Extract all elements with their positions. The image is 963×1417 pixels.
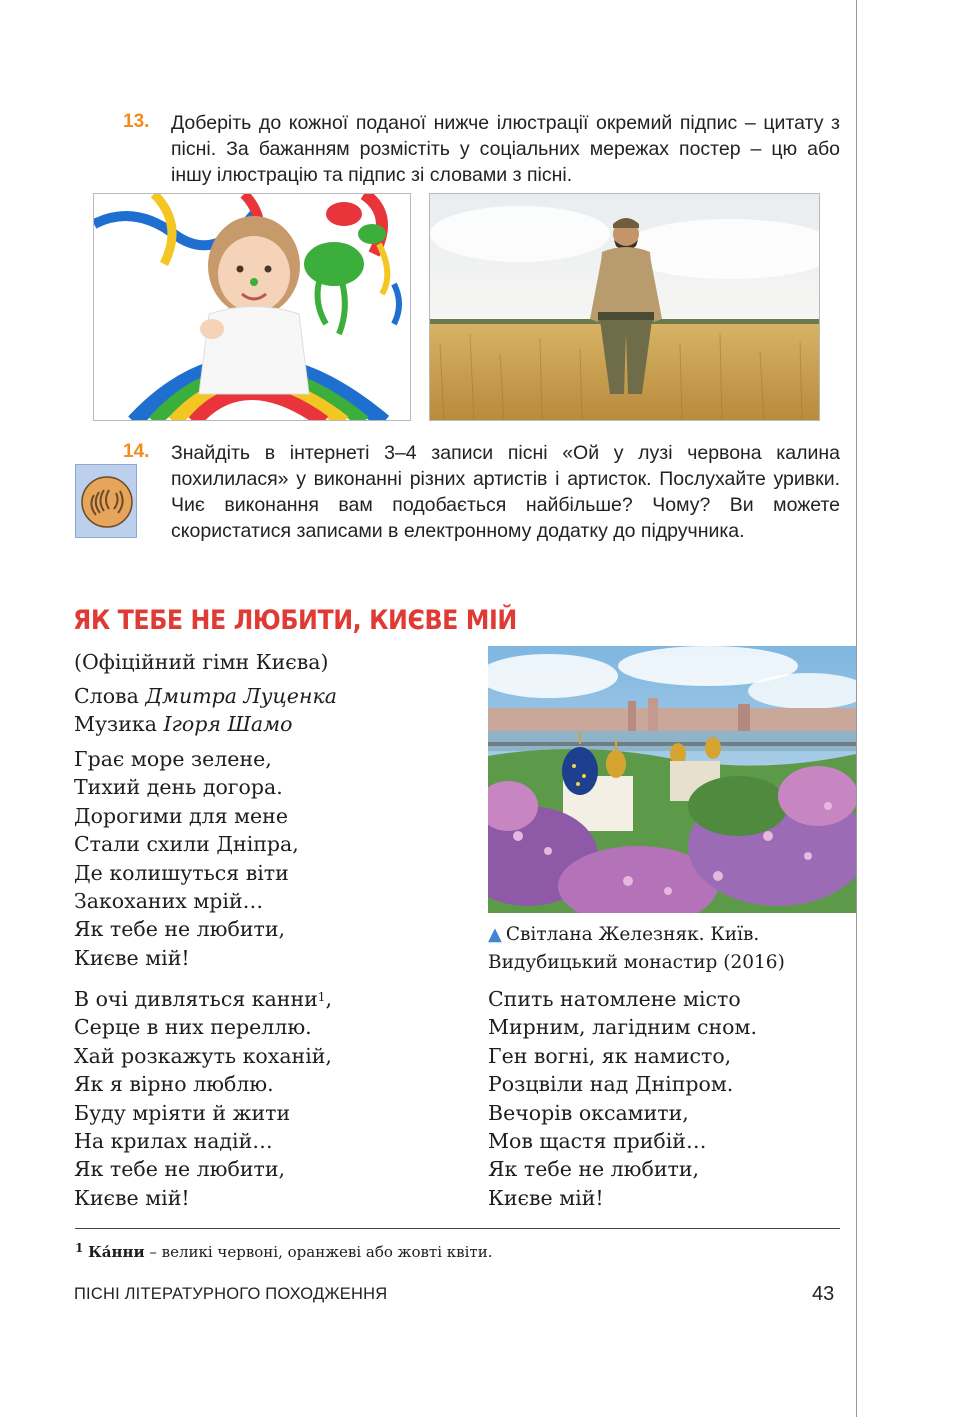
verse-line: Як тебе не любити, bbox=[488, 1157, 700, 1182]
verse-line: Грає море зелене, bbox=[74, 747, 272, 771]
child-painting-illustration bbox=[94, 194, 411, 421]
stanza-1 bbox=[74, 745, 299, 972]
task-13 bbox=[171, 110, 840, 188]
song-title: ЯК ТЕБЕ НЕ ЛЮБИТИ, КИЄВЕ МІЙ bbox=[73, 605, 517, 636]
verse-line: Дорогими для мене bbox=[74, 803, 288, 828]
verse-line: Як тебе не любити, bbox=[74, 1157, 286, 1182]
verse-line: Мов щастя прибій… bbox=[488, 1129, 707, 1154]
footnote bbox=[75, 1243, 492, 1261]
verse-line: Києве мій! bbox=[74, 1185, 190, 1210]
verse-line: На крилах надій… bbox=[74, 1129, 273, 1154]
verse-line: Києве мій! bbox=[74, 945, 190, 970]
caption-line-1 bbox=[488, 921, 785, 949]
verse-line: Спить натомлене місто bbox=[488, 987, 741, 1011]
verse-line: Мирним, лагідним сном. bbox=[488, 1015, 757, 1040]
task-13-text: Доберіть до кожної поданої нижче ілюстрації окремий підпис – цитату з пісні. За бажанням розмістіть у соціальних мережах постер – цю або іншу ілюстрацію та підпис зі словами з пісні. bbox=[171, 112, 840, 186]
verse-line: Тихий день догора. bbox=[74, 775, 283, 800]
verse-line: Вечорів оксамити, bbox=[488, 1100, 689, 1125]
verse-line: Серце в них переллю. bbox=[74, 1015, 312, 1040]
caption-text-1: Світлана Железняк. Київ. bbox=[505, 924, 760, 945]
child-painting-photo bbox=[93, 193, 411, 421]
footnote-term: Ка́нни bbox=[88, 1243, 145, 1261]
page-edge-rule bbox=[856, 0, 857, 1417]
verse-line: Хай розкажуть коханій, bbox=[74, 1043, 332, 1068]
verse-line: Ген вогні, як намисто, bbox=[488, 1043, 732, 1068]
verse-line: Де колишуться віти bbox=[74, 860, 289, 885]
soldier-wheat-field-photo bbox=[429, 193, 820, 421]
music-label: Музика bbox=[74, 712, 164, 737]
song-credits bbox=[74, 682, 337, 739]
painting-illustration bbox=[488, 646, 856, 913]
verse-line: Стали схили Дніпра, bbox=[74, 832, 299, 857]
stanza-3 bbox=[488, 985, 757, 1212]
task-14 bbox=[171, 440, 840, 544]
kyiv-monastery-painting bbox=[488, 646, 856, 913]
footnote-number: 1 bbox=[75, 1241, 84, 1255]
painting-caption bbox=[488, 921, 785, 977]
verse-line: Розцвіли над Дніпром. bbox=[488, 1072, 734, 1097]
disc-icon bbox=[75, 464, 137, 538]
disc-icon-graphic bbox=[76, 465, 138, 539]
verse-line: Закоханих мрій… bbox=[74, 889, 264, 914]
footnote-divider bbox=[75, 1228, 840, 1229]
verse-line: В очі дивляться канни bbox=[74, 987, 318, 1011]
stanza-2 bbox=[74, 985, 332, 1212]
page-number: 43 bbox=[812, 1283, 835, 1305]
music-author: Ігоря Шамо bbox=[163, 712, 293, 737]
task-13-number: 13. bbox=[123, 111, 150, 132]
verse-line: Як тебе не любити, bbox=[74, 917, 286, 942]
verse-line-with-footnote: В очі дивляться канни$^1$, bbox=[74, 987, 332, 1011]
caption-line-2: Видубицький монастир (2016) bbox=[488, 952, 785, 973]
verse-line: Як я вірно люблю. bbox=[74, 1072, 274, 1097]
words-author: Дмитра Луценка bbox=[145, 684, 337, 708]
music-credit bbox=[74, 710, 337, 738]
triangle-marker-icon: ▲ bbox=[488, 924, 502, 945]
verse-line: Буду мріяти й жити bbox=[74, 1100, 291, 1125]
verse-line: Києве мій! bbox=[488, 1185, 604, 1210]
words-credit bbox=[74, 682, 337, 710]
task-14-text: Знайдіть в інтернеті 3–4 записи пісні «Ой у лузі червона калина похилилася» у виконанні різних артистів і артисток. Послухайте уривки. Чиє виконання вам подобається найбільше? Чому? Ви можете скористатися записами в електронному додатку до підручника. bbox=[171, 442, 840, 542]
footnote-mark: 1 bbox=[317, 990, 326, 1004]
song-subtitle: (Офіційний гімн Києва) bbox=[74, 650, 329, 674]
footer-section-title: ПІСНІ ЛІТЕРАТУРНОГО ПОХОДЖЕННЯ bbox=[74, 1285, 388, 1303]
footnote-definition: – великі червоні, оранжеві або жовті квіти. bbox=[144, 1243, 493, 1261]
task-14-number: 14. bbox=[123, 441, 150, 462]
wheat-field-illustration bbox=[430, 194, 820, 421]
words-label: Слова bbox=[74, 684, 146, 708]
